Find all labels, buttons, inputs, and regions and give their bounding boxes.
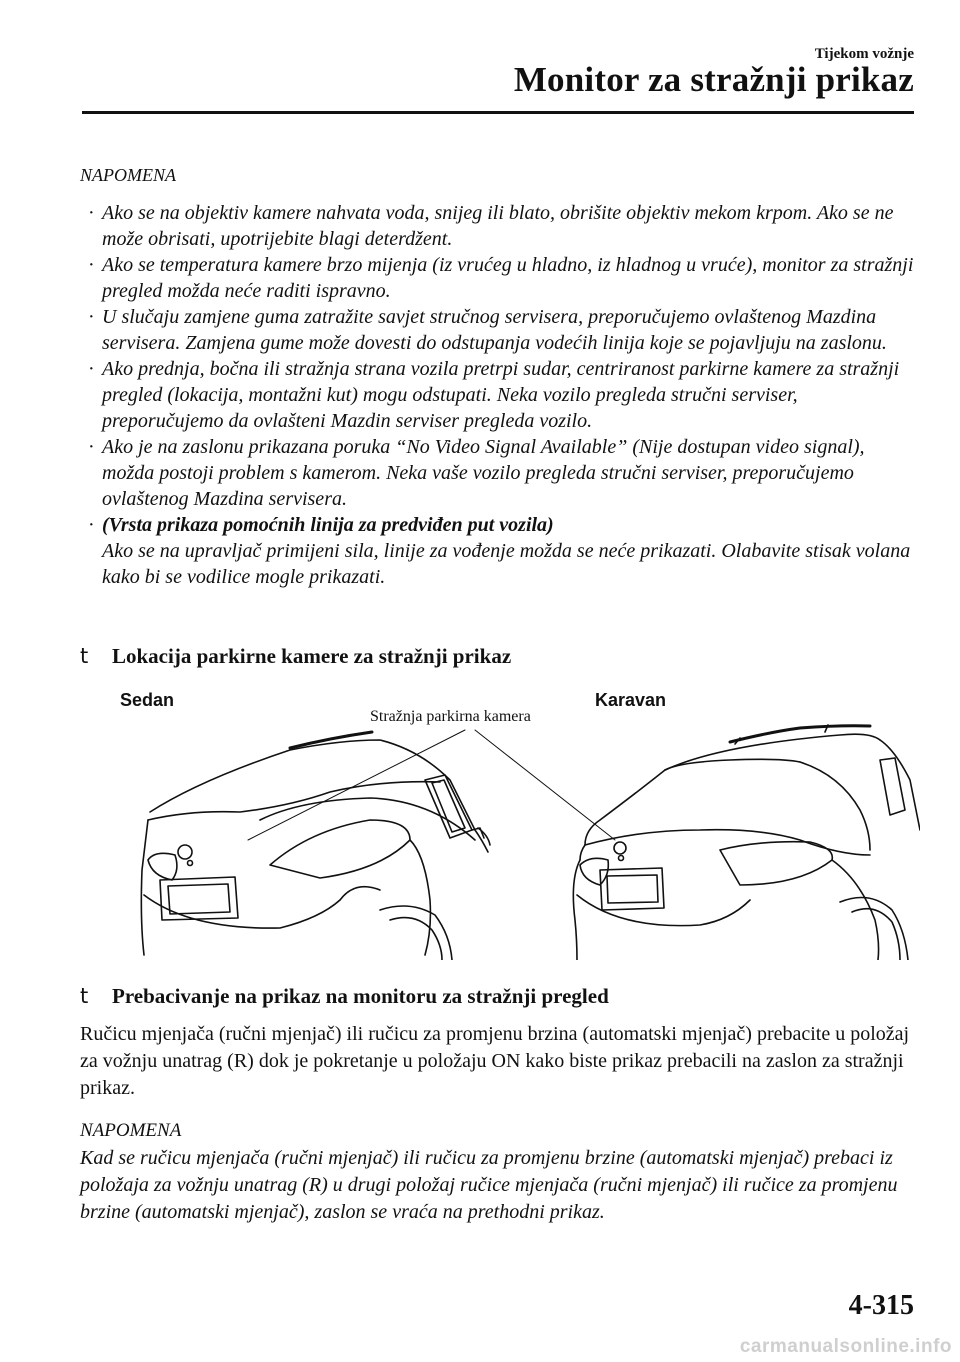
watermark: carmanualsonline.info	[739, 1336, 952, 1357]
page-title: Monitor za stražnji prikaz	[513, 60, 914, 99]
bullet-icon: ·	[88, 306, 95, 328]
note-text: Kad se ručicu mjenjača (ručni mjenjač) ili ručicu za promjenu brzine (automatski mjenjač) prebaci iz položaja za vožnju unatrag (R) u drugi položaj ručice mjenjača (ručni mjenjač) ili ručice za promjenu brzine (automatski mjenjač), zaslon se vraća na prethodni prikaz.	[80, 1147, 898, 1223]
bullet-icon: ·	[88, 436, 95, 458]
section-heading-switch-view	[80, 984, 609, 1009]
note-label: NAPOMENA	[80, 165, 176, 185]
page-number: 4-315	[848, 1290, 914, 1321]
wagon-emblem-icon	[614, 842, 626, 854]
sedan-drawing	[141, 732, 490, 960]
section-heading-camera-location	[80, 644, 511, 669]
wagon-drawing	[573, 725, 920, 960]
note-item-text: Ako se na upravljač primijeni sila, linije za vođenje možda se neće prikazati. Olabavite stisak volana kako bi se vodilice mogle prikazati.	[102, 540, 911, 588]
figure-callout: Stražnja parkirna kamera	[370, 708, 531, 725]
note-list	[80, 200, 920, 590]
bullet-icon: ·	[88, 514, 95, 536]
note-item	[80, 512, 920, 590]
bullet-icon: ·	[88, 358, 95, 380]
bullet-icon: ·	[88, 202, 95, 224]
header-rule	[82, 111, 914, 114]
note-item-text: U slučaju zamjene guma zatražite savjet stručnog servisera, preporučujemo ovlaštenog Mazdina servisera. Zamjena gume može dovesti do odstupanja vodećih linija koje se pojavljuju na zaslonu.	[102, 306, 887, 354]
note-item	[80, 434, 920, 512]
note-item-text: Ako je na zaslonu prikazana poruka “No Video Signal Available” (Nije dostupan video signal), možda postoji problem s kamerom. Neka vaše vozilo pregleda stručni serviser, preporučujemo ovlaštenog Mazdina servisera.	[102, 436, 865, 510]
header-section-label: Tijekom vožnje	[814, 46, 914, 62]
section-marker-icon: t	[80, 984, 89, 1008]
section-marker-icon: t	[80, 644, 89, 668]
note-item	[80, 304, 920, 356]
note-item-text: Ako se na objektiv kamere nahvata voda, snijeg ili blato, obrišite objektiv mekom krpom. Ako se ne može obrisati, upotrijebite blagi deterdžent.	[102, 202, 894, 250]
note-item-text: Ako prednja, bočna ili stražnja strana vozila pretrpi sudar, centriranost parkirne kamere za stražnji pregled (lokacija, montažni kut) mogu odstupati. Neka vozilo pregleda stručni serviser, preporučujemo da ovlašteni Mazdin serviser pregleda vozilo.	[102, 358, 900, 432]
note-label: NAPOMENA	[80, 1120, 182, 1141]
wagon-camera-icon	[619, 856, 624, 861]
rear-cars-illustration	[80, 680, 920, 960]
section-title: Lokacija parkirne kamere za stražnji prikaz	[112, 644, 512, 668]
sedan-emblem-icon	[178, 845, 192, 859]
note-item	[80, 200, 920, 252]
callout-line-wagon	[475, 730, 615, 840]
sedan-camera-icon	[188, 861, 193, 866]
figure-label-wagon: Karavan	[595, 690, 667, 710]
switch-view-paragraph: Ručicu mjenjača (ručni mjenjač) ili ručicu za promjenu brzina (automatski mjenjač) prebacite u položaj za vožnju unatrag (R) dok je pokretanje u položaju ON kako biste prikaz prebacili na zaslon za stražnji prikaz.	[80, 1023, 910, 1099]
section-title: Prebacivanje na prikaz na monitoru za stražnji pregled	[112, 984, 609, 1008]
figure-label-sedan: Sedan	[120, 690, 175, 710]
note-item	[80, 356, 920, 434]
note-item	[80, 252, 920, 304]
bullet-icon: ·	[88, 254, 95, 276]
camera-location-figure	[80, 680, 920, 960]
note-item-heading: (Vrsta prikaza pomoćnih linija za predviđen put vozila)	[102, 514, 554, 536]
note-item-text: Ako se temperatura kamere brzo mijenja (iz vrućeg u hladno, iz hladnog u vruće), monitor za stražnji pregled možda neće raditi ispravno.	[102, 254, 914, 302]
